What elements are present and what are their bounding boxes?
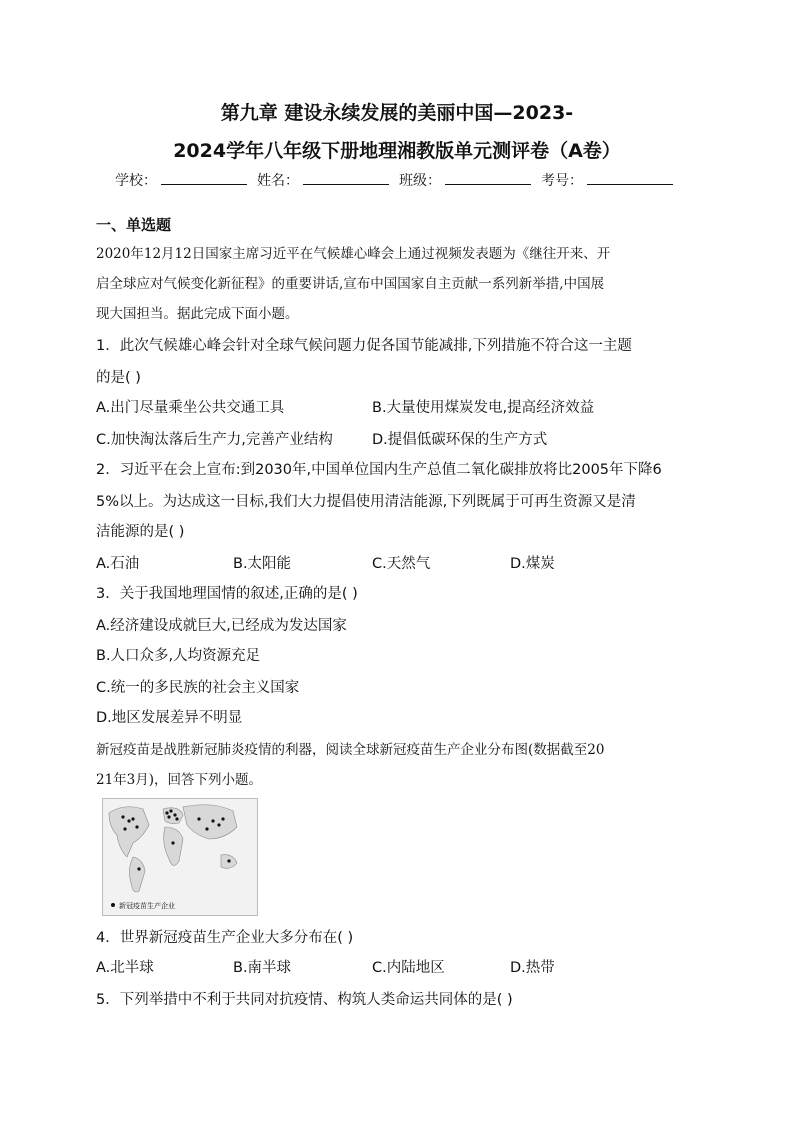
option-c[interactable]: C.加快淘汰落后生产力,完善产业结构 (96, 432, 333, 448)
option-b[interactable]: B.大量使用煤炭发电,提高经济效益 (372, 400, 595, 416)
exam-no-label: 考号： (541, 173, 583, 189)
option-d[interactable]: D.提倡低碳环保的生产方式 (372, 432, 548, 448)
exam-no-blank (587, 170, 673, 185)
option-b[interactable]: B.太阳能 (233, 556, 292, 572)
question-1-stem: 1．此次气候雄心峰会针对全球气候问题力促各国节能减排,下列措施不符合这一主题 (96, 338, 632, 354)
class-label: 班级： (399, 173, 441, 189)
student-info-row (96, 170, 698, 190)
class-blank (445, 170, 531, 185)
option-c[interactable]: C.内陆地区 (372, 960, 445, 976)
option-a[interactable]: A.出门尽量乘坐公共交通工具 (96, 400, 285, 416)
intro-line: 启全球应对气候变化新征程》的重要讲话,宣布中国国家自主贡献一系列新举措,中国展 (96, 276, 605, 292)
question-2-stem: 洁能源的是( ) (96, 524, 185, 540)
option-a[interactable]: A.北半球 (96, 960, 154, 976)
option-a[interactable]: A.经济建设成就巨大,已经成为发达国家 (96, 618, 347, 634)
question-1-stem: 的是( ) (96, 370, 141, 386)
option-d[interactable]: D.地区发展差异不明显 (96, 710, 243, 726)
option-d[interactable]: D.热带 (510, 960, 555, 976)
exam-title-line1: 第九章 建设永续发展的美丽中国—2023- (220, 102, 574, 124)
name-label: 姓名： (257, 173, 299, 189)
exam-title-line2: 2024学年八年级下册地理湘教版单元测评卷（A卷） (173, 140, 621, 162)
option-c[interactable]: C.统一的多民族的社会主义国家 (96, 680, 300, 696)
intro-line: 现大国担当。据此完成下面小题。 (96, 306, 299, 322)
name-blank (303, 170, 389, 185)
question-3-stem: 3．关于我国地理国情的叙述,正确的是( ) (96, 586, 358, 602)
question-2-stem: 5%以上。为达成这一目标,我们大力提倡使用清洁能源,下列既属于可再生资源又是清 (96, 494, 636, 510)
option-c[interactable]: C.天然气 (372, 556, 431, 572)
question-2-stem: 2．习近平在会上宣布:到2030年,中国单位国内生产总值二氧化碳排放将比2005年下降6 (96, 462, 662, 478)
option-b[interactable]: B.人口众多,人均资源充足 (96, 648, 261, 664)
section-heading: 一、单选题 (96, 216, 172, 234)
question-4-stem: 4．世界新冠疫苗生产企业大多分布在( ) (96, 930, 354, 946)
intro-line: 21年3月)，回答下列小题。 (96, 772, 263, 788)
intro-line: 2020年12月12日国家主席习近平在气候雄心峰会上通过视频发表题为《继往开来、开 (96, 246, 611, 262)
school-label: 学校： (115, 173, 157, 189)
world-map-graphic (103, 799, 257, 915)
option-d[interactable]: D.煤炭 (510, 556, 555, 572)
question-5-stem: 5．下列举措中不利于共同对抗疫情、构筑人类命运共同体的是( ) (96, 992, 513, 1008)
vaccine-map-figure (102, 798, 258, 916)
option-b[interactable]: B.南半球 (233, 960, 292, 976)
map-legend-label: 新冠疫苗生产企业 (119, 902, 175, 910)
intro-line: 新冠疫苗是战胜新冠肺炎疫情的利器，阅读全球新冠疫苗生产企业分布图(数据截至20 (96, 742, 605, 758)
option-a[interactable]: A.石油 (96, 556, 140, 572)
school-blank (161, 170, 247, 185)
